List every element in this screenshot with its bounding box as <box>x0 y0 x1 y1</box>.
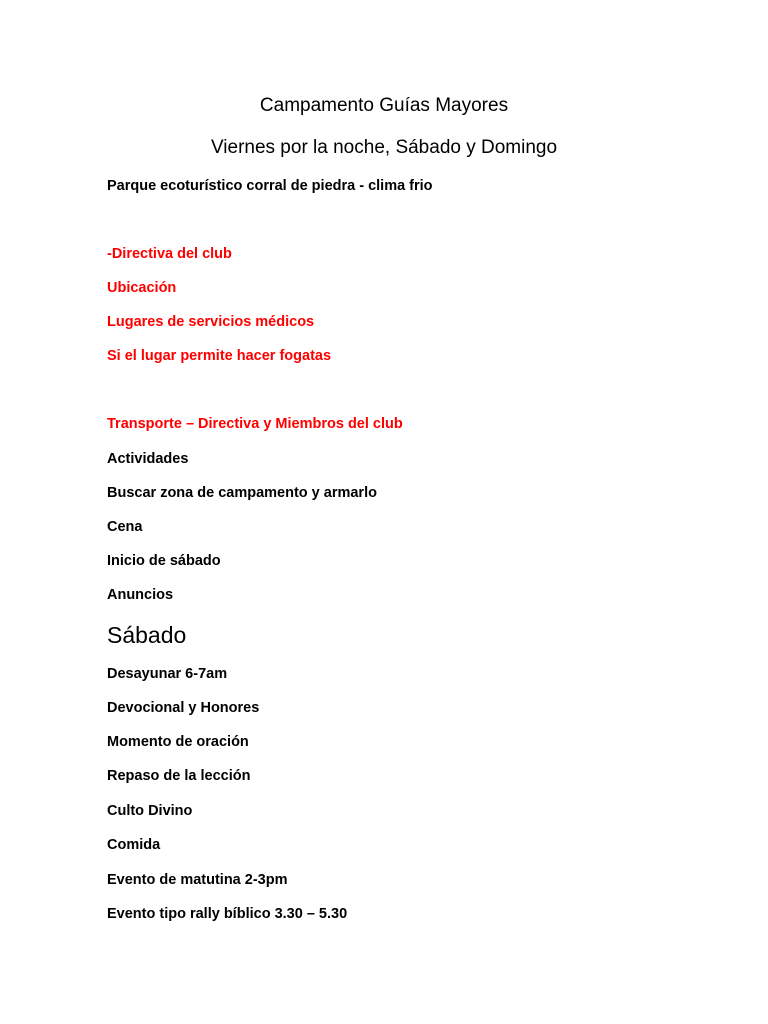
list-item-red: Lugares de servicios médicos <box>107 314 315 330</box>
transport-line: Transporte – Directiva y Miembros del club <box>107 416 403 432</box>
list-item-red: Ubicación <box>107 280 177 296</box>
list-item: Comida <box>107 837 161 853</box>
list-item: Evento tipo rally bíblico 3.30 – 5.30 <box>107 906 348 922</box>
list-item: Repaso de la lección <box>107 768 251 784</box>
list-item-red: Si el lugar permite hacer fogatas <box>107 348 332 364</box>
list-item-red: -Directiva del club <box>107 246 232 262</box>
list-item: Actividades <box>107 451 189 467</box>
list-item: Devocional y Honores <box>107 700 260 716</box>
list-item: Desayunar 6-7am <box>107 666 228 682</box>
list-item: Evento de matutina 2-3pm <box>107 872 288 888</box>
list-item: Culto Divino <box>107 803 193 819</box>
location-line: Parque ecoturístico corral de piedra - clima frio <box>107 178 433 194</box>
document-subtitle-days: Viernes por la noche, Sábado y Domingo <box>210 137 558 158</box>
list-item: Buscar zona de campamento y armarlo <box>107 485 377 501</box>
section-heading-saturday: Sábado <box>107 622 187 648</box>
list-item: Inicio de sábado <box>107 553 221 569</box>
list-item: Anuncios <box>107 587 174 603</box>
list-item: Momento de oración <box>107 734 249 750</box>
document-title: Campamento Guías Mayores <box>259 95 509 116</box>
list-item: Cena <box>107 519 143 535</box>
